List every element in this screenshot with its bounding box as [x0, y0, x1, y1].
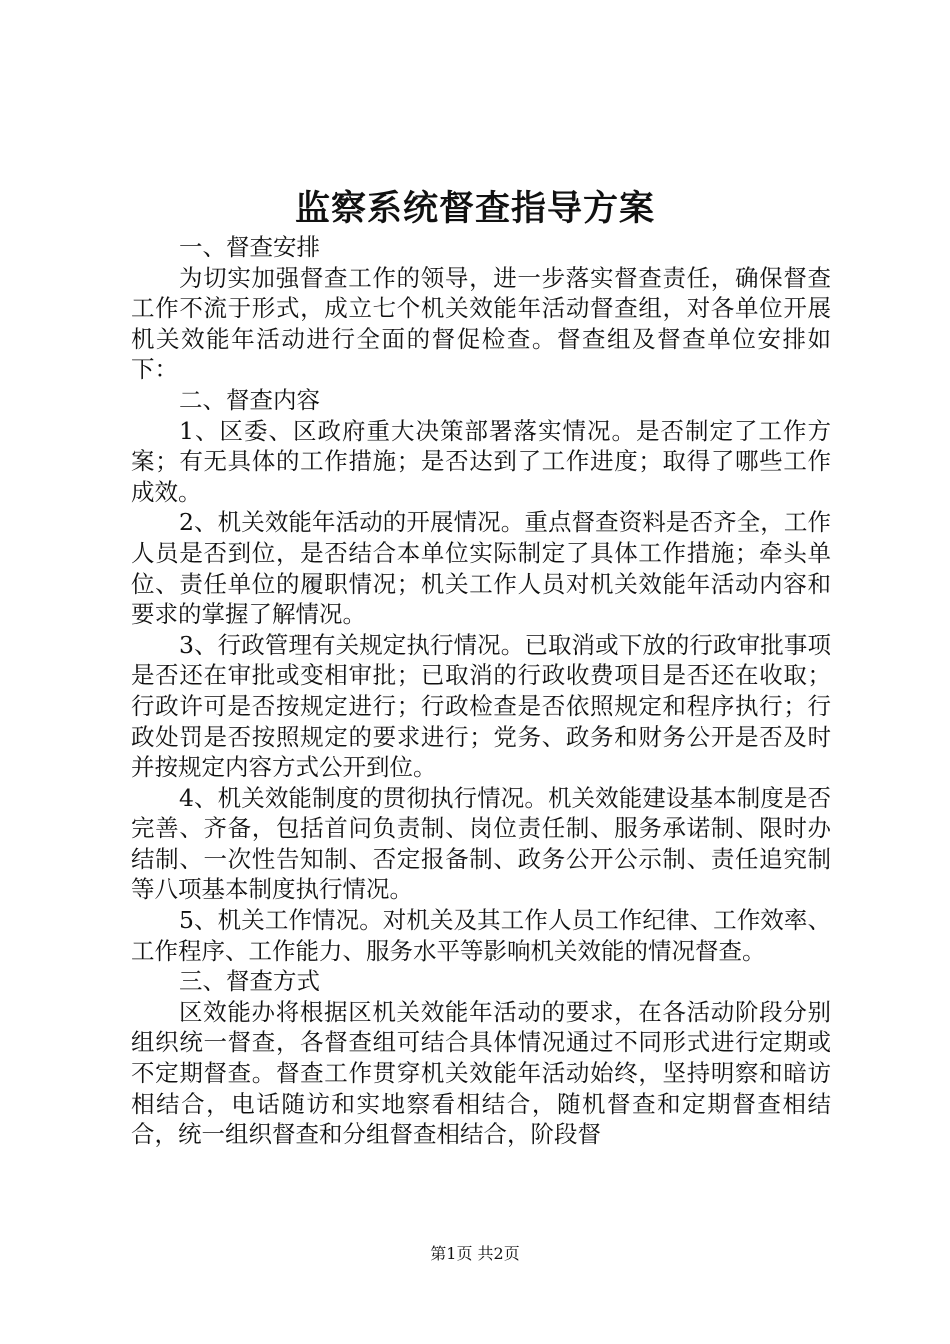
section-heading: 二、督查内容: [179, 385, 320, 414]
body-paragraph: 5、机关工作情况。对机关及其工作人员工作纪律、工作效率、工作程序、工作能力、服务水平等影响机关效能的情况督查。: [131, 906, 831, 965]
body-paragraph: 3、行政管理有关规定执行情况。已取消或下放的行政审批事项是否还在审批或变相审批；已取消的行政收费项目是否还在收取；行政许可是否按规定进行；行政检查是否依照规定和程序执行；行政处罚是否按照规定的要求进行；党务、政务和财务公开是否及时并按规定内容方式公开到位。: [131, 630, 831, 782]
section-heading: 三、督查方式: [179, 967, 320, 996]
body-paragraph: 2、机关效能年活动的开展情况。重点督查资料是否齐全，工作人员是否到位，是否结合本单位实际制定了具体工作措施；牵头单位、责任单位的履职情况；机关工作人员对机关效能年活动内容和要求的掌握了解情况。: [131, 508, 831, 629]
body-paragraph: 1、区委、区政府重大决策部署落实情况。是否制定了工作方案；有无具体的工作措施；是否达到了工作进度；取得了哪些工作成效。: [131, 416, 831, 506]
body-paragraph: 4、机关效能制度的贯彻执行情况。机关效能建设基本制度是否完善、齐备，包括首问负责制、岗位责任制、服务承诺制、限时办结制、一次性告知制、否定报备制、政务公开公示制、责任追究制等八项基本制度执行情况。: [131, 783, 831, 904]
document-body: [131, 232, 831, 1150]
section-heading: 一、督查安排: [179, 233, 320, 261]
document-title: 监察系统督查指导方案: [294, 189, 655, 229]
body-paragraph: 区效能办将根据区机关效能年活动的要求，在各活动阶段分别组织统一督查，各督查组可结合具体情况通过不同形式进行定期或不定期督查。督查工作贯穿机关效能年活动始终，坚持明察和暗访相结合，电话随访和实地察看相结合，随机督查和定期督查相结合，统一组织督查和分组督查相结合，阶段督: [131, 997, 831, 1149]
body-paragraph: 为切实加强督查工作的领导，进一步落实督查责任，确保督查工作不流于形式，成立七个机关效能年活动督查组，对各单位开展机关效能年活动进行全面的督促检查。督查组及督查单位安排如下：: [131, 263, 831, 384]
page-number-footer: 第1页 共2页: [430, 1244, 520, 1263]
